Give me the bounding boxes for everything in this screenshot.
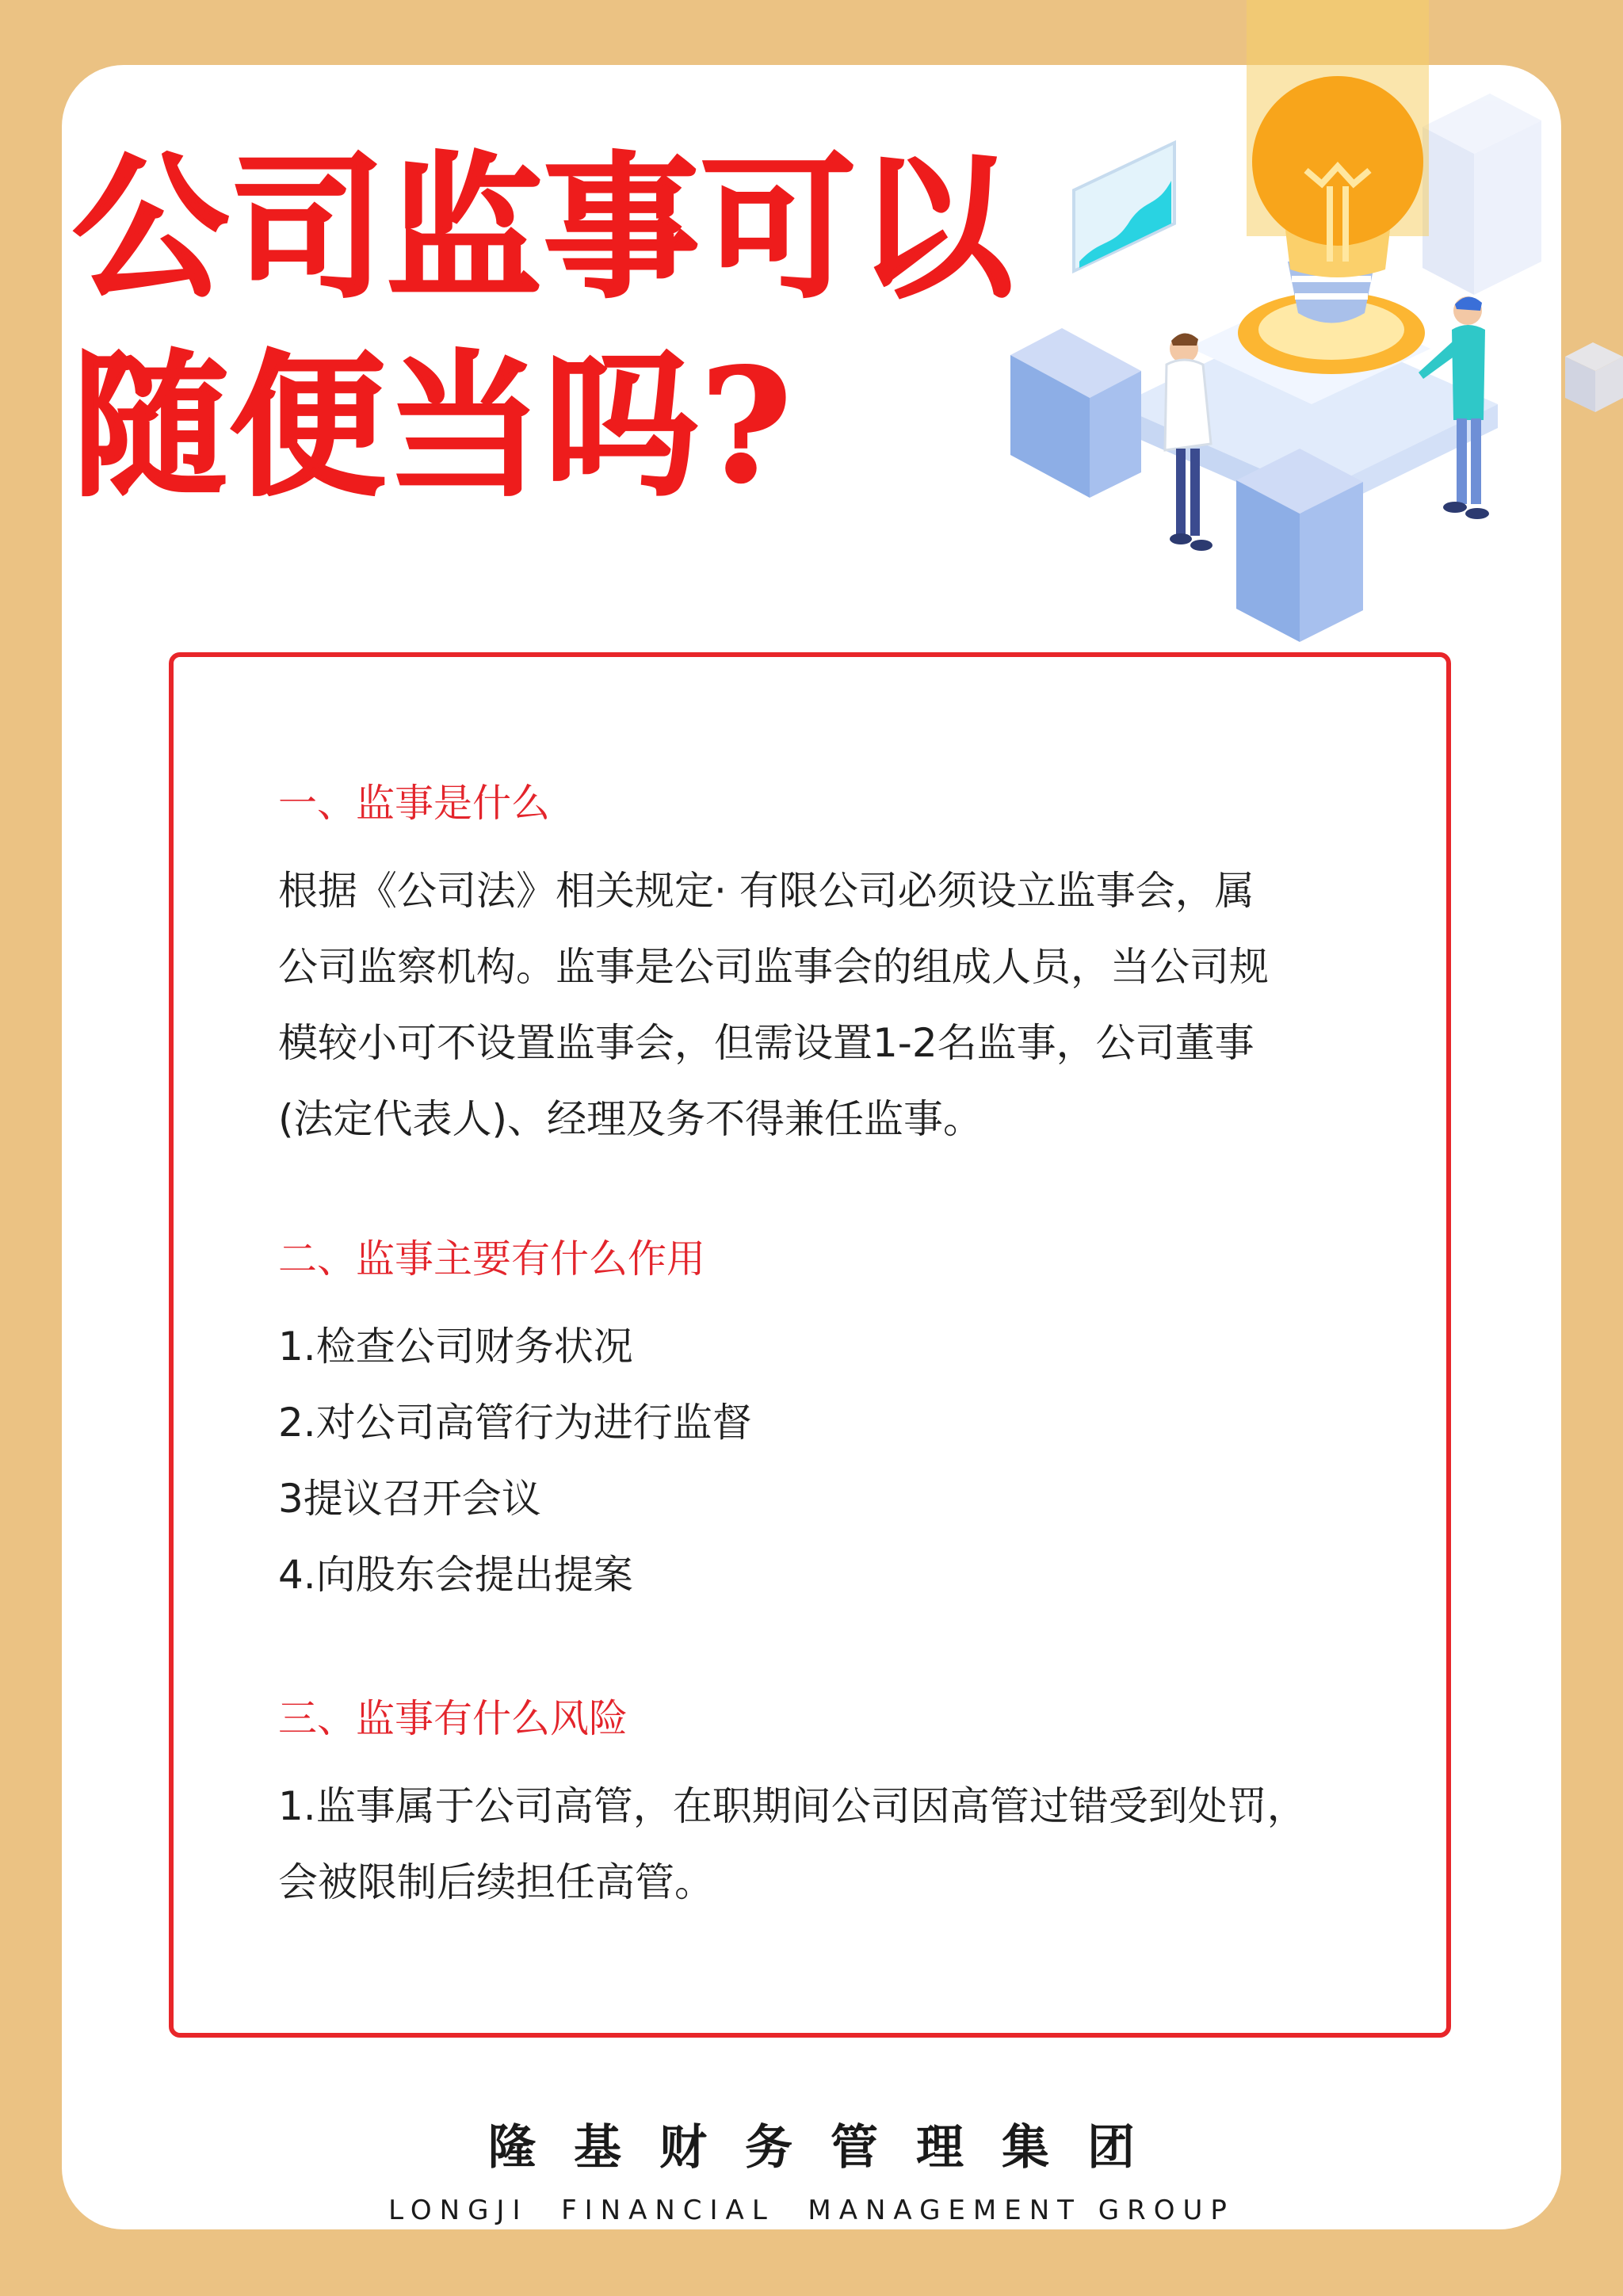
body-line: 公司监察机构。监事是公司监事会的组成人员，当公司规 <box>278 944 1269 990</box>
lightbulb-illustration <box>983 0 1623 658</box>
body-line: 根据《公司法》相关规定· 有限公司必须设立监事会，属 <box>278 868 1254 914</box>
section-heading: 三、监事有什么风险 <box>278 1696 628 1741</box>
body-line: 会被限制后续担任高管。 <box>278 1859 714 1905</box>
title-line-1: 公司监事可以 <box>73 137 1015 319</box>
section-what-is-supervisor <box>278 766 1403 1157</box>
list-item: 1.检查公司财务状况 <box>278 1324 633 1370</box>
list-item: 2.对公司高管行为进行监督 <box>278 1400 752 1446</box>
section-heading: 一、监事是什么 <box>278 781 551 826</box>
section-supervisor-roles <box>278 1221 1403 1613</box>
section-heading: 二、监事主要有什么作用 <box>278 1236 706 1282</box>
list-item: 4.向股东会提出提案 <box>278 1552 633 1598</box>
section-supervisor-risks <box>278 1681 1403 1920</box>
body-line: 1.监事属于公司高管，在职期间公司因高管过错受到处罚， <box>278 1783 1307 1829</box>
list-item: 3提议召开会议 <box>278 1476 541 1522</box>
body-line: (法定代表人)、经理及务不得兼任监事。 <box>278 1096 983 1142</box>
title-line-2: 随便当吗? <box>73 335 793 518</box>
content-box <box>169 652 1451 2038</box>
body-line: 模较小可不设置监事会，但需设置1-2名监事，公司董事 <box>278 1020 1254 1066</box>
company-name-cn: 隆基财务管理集团 <box>488 2120 1173 2176</box>
company-name-en: LONGJI FINANCIAL MANAGEMENT GROUP <box>388 2195 1235 2226</box>
